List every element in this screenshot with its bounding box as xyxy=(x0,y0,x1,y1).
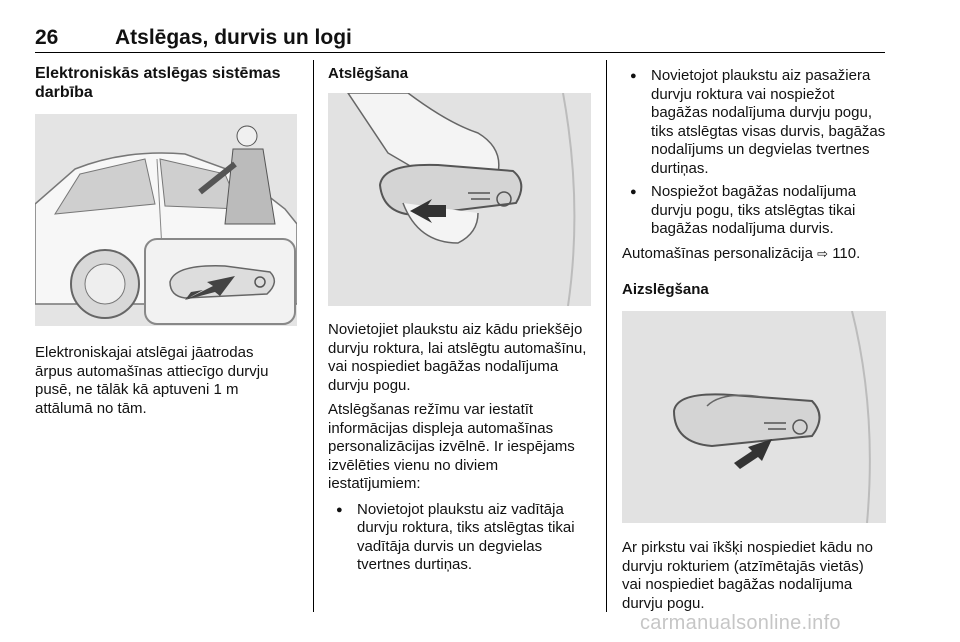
column-3 xyxy=(622,64,886,613)
page-title: Atslēgas, durvis un logi xyxy=(115,26,352,49)
column-1 xyxy=(35,64,297,418)
list-item: ● Novietojot plaukstu aiz pasažiera durvju roktura vai nospiežot bagāžas nodalījuma durvju pogu, tiks atslēgtas visas durvis, bagāžas nodalījums un degvielas tvertnes durtiņas. xyxy=(622,67,886,178)
body-paragraph: Elektroniskajai atslēgai jāatrodas ārpus automašīnas attiecīgo durvju pusē, ne tālāk kā aptuveni 1 m attālumā no tām. xyxy=(35,344,269,417)
bullet-list xyxy=(622,67,886,239)
car-entry-illustration xyxy=(35,114,297,326)
bullet-list xyxy=(328,501,593,575)
cross-reference xyxy=(622,245,886,265)
unlock-handle-illustration xyxy=(328,93,591,306)
cross-reference-text: Automašīnas personalizācija xyxy=(622,244,813,262)
door-handle-hand-icon xyxy=(328,93,591,306)
door-handle-press-icon xyxy=(622,311,886,523)
column-divider xyxy=(606,60,607,612)
list-item: ● Nospiežot bagāžas nodalījuma durvju pogu, tiks atslēgtas tikai bagāžas nodalījuma durvis. xyxy=(622,183,886,239)
lock-handle-illustration xyxy=(622,311,886,523)
section-heading: Elektroniskās atslēgas sistēmas darbība xyxy=(35,65,281,101)
car-person-icon xyxy=(35,114,297,326)
column-2 xyxy=(328,64,593,575)
cross-reference-page: 110. xyxy=(832,244,861,262)
body-paragraph: Atslēgšanas režīmu var iestatīt informācijas displeja automašīnas personalizācijas izvēlnē. Ir iespējams izvēlēties vienu no diviem iestatījumiem: xyxy=(328,401,575,492)
section-heading: Atslēgšana xyxy=(328,65,409,82)
section-heading: Aizslēgšana xyxy=(622,281,709,298)
page-header xyxy=(35,24,885,53)
body-paragraph: Novietojiet plaukstu aiz kādu priekšējo durvju roktura, lai atslēgtu automašīnu, vai nospiediet bagāžas nodalījuma durvju pogu. xyxy=(328,321,587,394)
body-paragraph: Ar pirkstu vai īkšķi nospiediet kādu no durvju rokturiem (atzīmētajās vietās) vai nospiediet bagāžas nodalījuma durvju pogu. xyxy=(622,539,873,612)
column-divider xyxy=(313,60,314,612)
page-number: 26 xyxy=(35,26,59,49)
watermark: carmanualsonline.info xyxy=(640,612,841,634)
list-item: ● Novietojot plaukstu aiz vadītāja durvju roktura, tiks atslēgtas tikai vadītāja durvis un degvielas tvertnes durtiņas. xyxy=(328,501,593,575)
arrow-right-icon: ⇨ xyxy=(817,246,829,262)
